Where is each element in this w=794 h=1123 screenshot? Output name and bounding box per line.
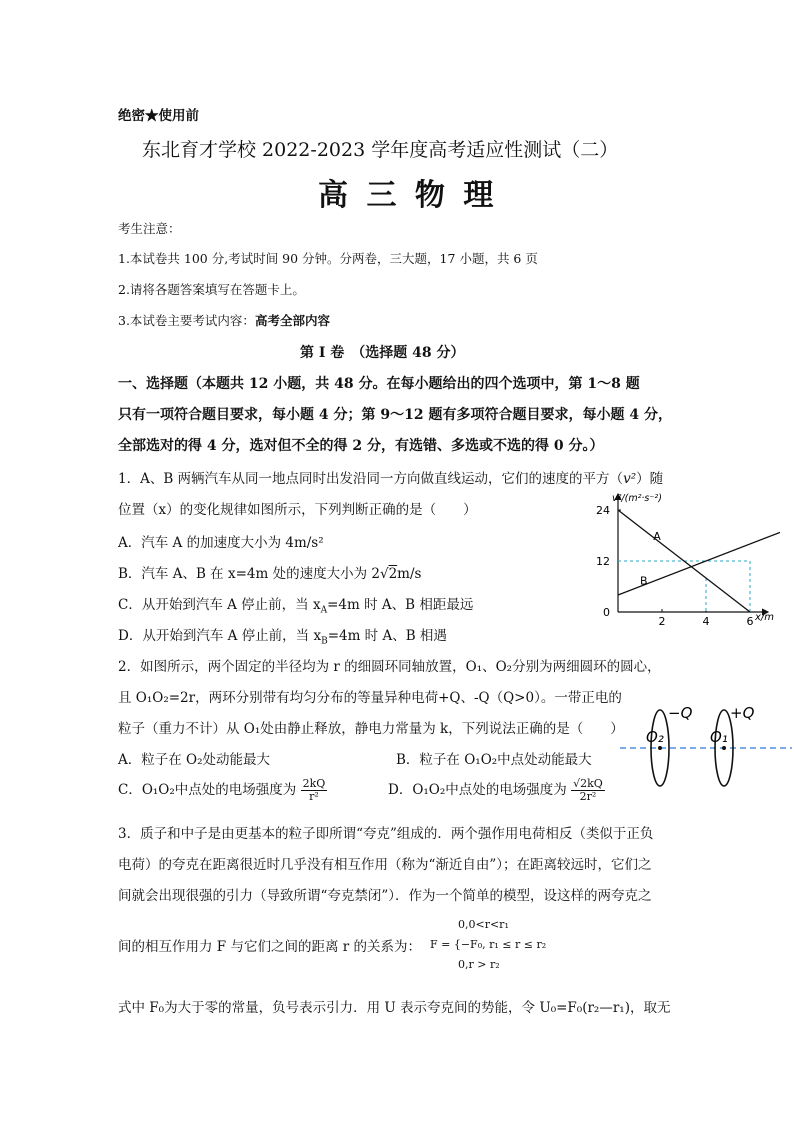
q1-option-c-text: C．从开始到汽车 A 停止前，当 x [118, 597, 321, 613]
q3-stem-line-2: 电荷）的夸克在距离很近时几乎没有相互作用（称为“渐近自由”）；在距离较远时，它们之 [118, 857, 652, 873]
q3-stem-line-3: 间就会出现很强的引力（导致所谓“夸克禁闭”）．作为一个简单的模型，设这样的两夸克之 [118, 888, 652, 904]
y-tick-label: 24 [596, 504, 610, 517]
q1-option-c-tail: =4m 时 A、B 相距最远 [327, 597, 474, 613]
piecewise-case-2: F = {−F₀, r₁ ≤ r ≤ r₂ [430, 938, 547, 951]
fraction-numerator: √2kQ [573, 777, 603, 790]
q2-option-c-text: C．O₁O₂中点处的电场强度为 [118, 782, 297, 798]
q1-stem-line-2: 位置（x）的变化规律如图所示，下列判断正确的是（ ） [118, 502, 477, 518]
q1-option-c-sub: A [320, 605, 328, 616]
fraction-denominator: r² [309, 790, 319, 803]
q2-stem-line-2: 且 O₁O₂=2r，两环分别带有均匀分布的等量异种电荷+Q、-Q（Q>0）。一带正电的 [118, 690, 622, 706]
q1-option-b-text: B．汽车 A、B 在 x=4m 处的速度大小为 2 [118, 566, 380, 582]
q1-option-c [118, 593, 473, 616]
section-instruction-2: 只有一项符合题目要求，每小题 4 分；第 9～12 题有多项符合题目要求，每小题 4 分， [118, 407, 672, 423]
sqrt2-symbol: √2 [379, 566, 398, 582]
q1-option-d [118, 624, 447, 647]
q2-option-b: B．粒子在 O₁O₂中点处动能最大 [396, 752, 592, 768]
section-instruction-1: 一、选择题（本题共 12 小题，共 48 分。在每小题给出的四个选项中，第 1～8 题 [118, 376, 640, 392]
q3-stem-line-4: 间的相互作用力 F 与它们之间的距离 r 的关系为： [118, 939, 421, 955]
q2-stem-line-1: 2．如图所示，两个固定的半径均为 r 的细圆环同轴放置，O₁、O₂分别为两细圆环的圆心， [118, 659, 661, 675]
q1-v2-symbol: v² [623, 471, 637, 487]
graph-guides [618, 561, 750, 612]
left-charge-label: −Q [668, 704, 693, 722]
section-title: 第 I 卷 （选择题 48 分） [300, 345, 465, 361]
notice-item-3-content: 高考全部内容 [254, 313, 330, 328]
notice-item-3 [118, 311, 330, 329]
q1-option-b-unit: m/s [397, 566, 422, 582]
q2-option-d [388, 778, 605, 803]
x-axis-label: x/m [754, 612, 774, 623]
secret-label: 绝密★使用前 [118, 108, 199, 124]
q1-option-d-sub: B [321, 636, 328, 647]
y-tick-label: 12 [596, 555, 610, 568]
q2-stem-line-3: 粒子（重力不计）从 O₁处由静止释放，静电力常量为 k，下列说法正确的是（ ） [118, 721, 624, 737]
q2-option-c-fraction [301, 778, 328, 803]
q2-option-a: A．粒子在 O₂处动能最大 [118, 752, 271, 768]
y-tick-label: 0 [603, 606, 610, 619]
x-tick-label: 6 [746, 615, 754, 628]
graph-axes [618, 494, 768, 612]
section-instruction-3: 全部选对的得 4 分，选对但不全的得 2 分，有选错、多选或不选的得 0 分。） [118, 438, 604, 454]
q2-option-d-fraction [571, 778, 605, 803]
q1-option-a: A．汽车 A 的加速度大小为 4m/s² [118, 535, 324, 551]
right-charge-label: +Q [730, 704, 755, 722]
left-center-dot [658, 746, 662, 750]
series-label-a: A [653, 529, 661, 543]
charged-rings-figure [618, 700, 794, 796]
x-tick-label: 4 [702, 615, 710, 628]
notice-heading: 考生注意： [118, 221, 181, 236]
q1-stem-line-1 [118, 467, 663, 487]
q3-stem-line-5: 式中 F₀为大于零的常量，负号表示引力．用 U 表示夸克间的势能，令 U₀=F₀(r₂—r₁)，取无 [118, 1000, 671, 1016]
q2-option-d-text: D．O₁O₂中点处的电场强度为 [388, 782, 567, 798]
q1-stem-text-a: 1．A、B 两辆汽车从同一地点同时出发沿同一方向做直线运动，它们的速度的平方（ [118, 471, 624, 487]
q1-stem-text-b: ）随 [636, 471, 664, 487]
right-center-dot [722, 746, 726, 750]
piecewise-case-1: 0,0<r<r₁ [458, 918, 509, 931]
x-tick-label: 2 [658, 615, 666, 628]
y-axis-label: v²/(m²·s⁻²) [612, 493, 662, 504]
q2-option-c [118, 778, 327, 803]
left-center-label: O₂ [646, 728, 664, 746]
school-title: 东北育才学校 2022-2023 学年度高考适应性测试（二） [142, 139, 619, 161]
q1-option-d-tail: =4m 时 A、B 相遇 [327, 628, 447, 644]
q1-option-b [118, 562, 421, 582]
q3-stem-line-1: 3．质子和中子是由更基本的粒子即所谓“夸克”组成的．两个强作用电荷相反（类似于正负 [118, 826, 654, 842]
fraction-denominator: 2r² [579, 790, 597, 803]
notice-item-1: 1.本试卷共 100 分,考试时间 90 分钟。分两卷，三大题，17 小题，共 6 页 [118, 251, 538, 266]
right-center-label: O₁ [710, 728, 728, 746]
velocity-squared-graph [590, 488, 780, 628]
notice-item-3-prefix: 3.本试卷主要考试内容： [118, 313, 255, 328]
notice-item-2: 2.请将各题答案填写在答题卡上。 [118, 282, 305, 297]
fraction-numerator: 2kQ [302, 777, 326, 790]
subject-title: 高 三 物 理 [318, 178, 498, 213]
q1-option-d-text: D．从开始到汽车 A 停止前，当 x [118, 628, 322, 644]
series-label-b: B [640, 574, 648, 588]
piecewise-case-3: 0,r > r₂ [458, 958, 500, 971]
